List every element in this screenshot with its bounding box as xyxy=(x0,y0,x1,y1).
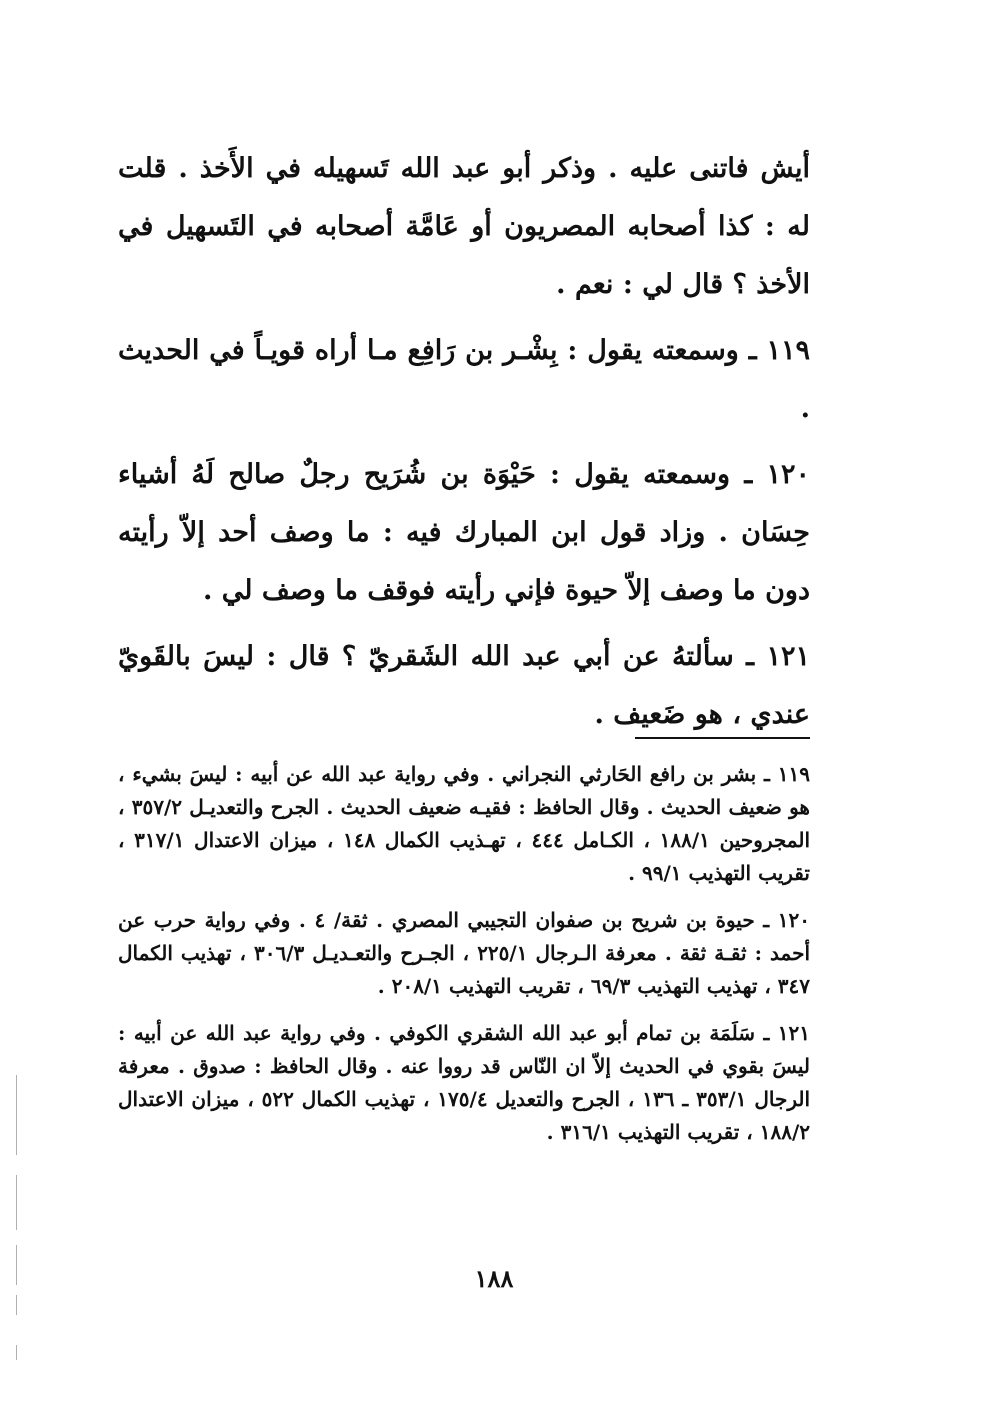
paragraph-121: ١٢١ ـ سألتهُ عن أبي عبد الله الشَقريّ ؟ قال : ليسَ بالقَويّ عندي ، هو ضَعيف . xyxy=(118,641,810,730)
paragraph-120: ١٢٠ ـ وسمعته يقول : حَيْوَة بن شُرَيح رجلٌ صالح لَهُ أشياء حِسَان . وزاد قول ابن المبارك فيه : ما وصف أحد إلاّ رأيته دون ما وصف إلاّ حيوة فإني رأيته فوقف ما وصف لي . xyxy=(118,459,810,606)
paragraph-119: ١١٩ ـ وسمعته يقول : بِشْـر بن رَافِع مـا أراه قويـاً في الحديث . xyxy=(118,335,810,424)
footnote-119: ١١٩ ـ بشر بن رافع الحَارثي النجراني . وفي رواية عبد الله عن أبيه : ليسَ بشيء ، هو ضعيف الحديث . وقال الحافظ : فقيـه ضعيف الحديث . الجرح والتعديـل ٣٥٧/٢ ، المجروحين ١٨٨/١ ، الكـامل ٤٤٤ ، تهـذيب الكمال ١٤٨ ، ميزان الاعتدال ٣١٧/١ ، تقريب التهذيب ٩٩/١ . xyxy=(118,762,811,885)
footnote-121: ١٢١ ـ سَلَمَة بن تمام أبو عبد الله الشقري الكوفي . وفي رواية عبد الله عن أبيه : ليسَ بقوي في الحديث إلاّ ان النّاس قد رووا عنه . وقال الحافظ : صدوق . معرفة الرجال ٣٥٣/١ ـ ١٣٦ ، الجرح والتعديل ١٧٥/٤ ، تهذيب الكمال ٥٢٢ ، ميزان الاعتدال ١٨٨/٢ ، تقريب التهذيب ٣١٦/١ . xyxy=(118,1021,810,1144)
scan-edge-mark xyxy=(16,1295,17,1315)
scan-edge-mark xyxy=(16,1075,17,1155)
paragraph-continuation: أيش فاتنى عليه . وذكر أبو عبد الله تَسهيله في الأَخذ . قلت له : كذا أصحابه المصريون أو عَامَّة أصحابه في التَسهيل في الأخذ ؟ قال لي : نعم . xyxy=(118,153,810,300)
scan-edge-mark xyxy=(16,1245,17,1285)
page-number: ١٨٨ xyxy=(474,1264,514,1293)
main-text xyxy=(118,140,810,752)
footnote-120: ١٢٠ ـ حيوة بن شريح بن صفوان التجيبي المصري . ثقة/ ٤ . وفي رواية حرب عن أحمد : ثقـة ثقة . معرفة الـرجال ٢٢٥/١ ، الجـرح والتعـديـل ٣٠٦/٣ ، تهذيب الكمال ٣٤٧ ، تهذيب التهذيب ٦٩/٣ ، تقريب التهذيب ٢٠٨/١ . xyxy=(118,908,811,998)
scan-edge-mark xyxy=(16,1175,17,1230)
scan-edge-mark xyxy=(16,1345,17,1360)
footnotes xyxy=(118,758,810,1163)
footnote-separator xyxy=(635,737,810,739)
